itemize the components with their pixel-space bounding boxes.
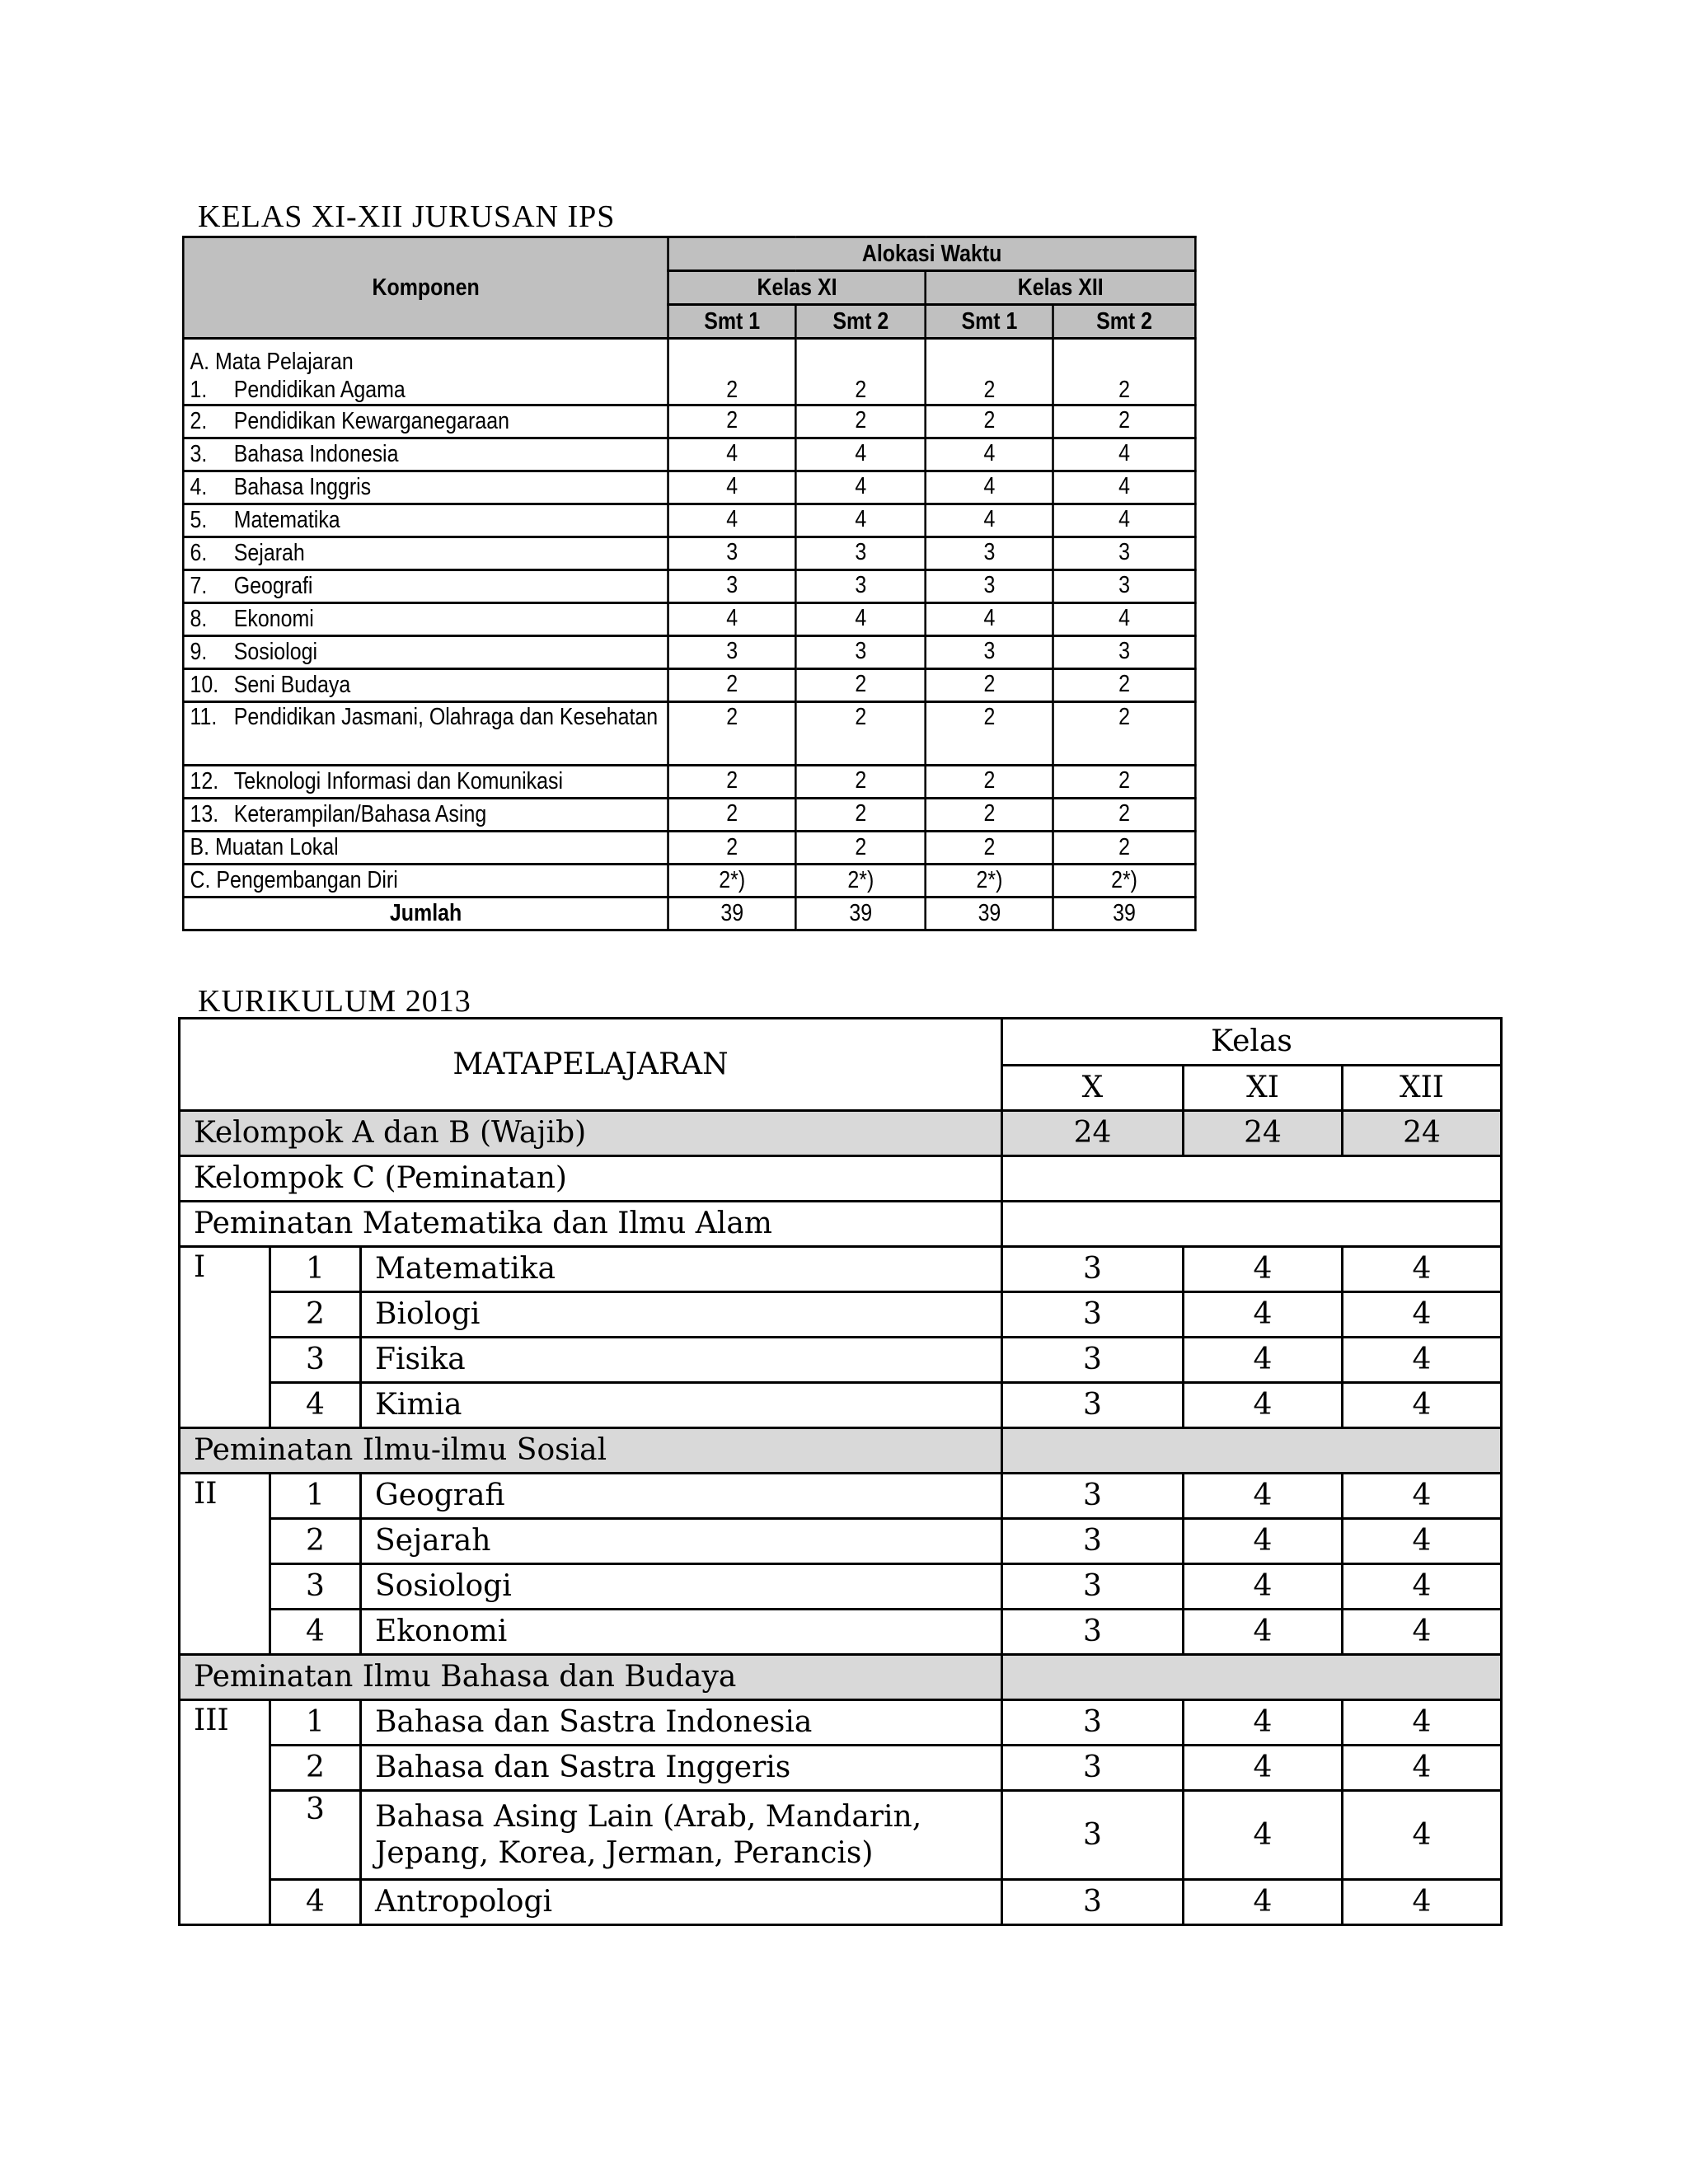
table-row [180, 1247, 1502, 1292]
value-cell: 4 [1184, 1880, 1343, 1925]
table-row [183, 636, 1195, 669]
header-semester: Smt 1 [926, 305, 1053, 339]
item-number: 4 [270, 1610, 361, 1655]
value-cell: 2 [1053, 766, 1196, 799]
row-label: Sejarah [233, 540, 305, 567]
value-cell: 4 [1184, 1474, 1343, 1519]
value-cell: 2 [668, 702, 796, 766]
value-cell: 2 [1053, 702, 1196, 766]
component-cell [183, 537, 668, 570]
row-label: Bahasa Inggris [233, 474, 372, 501]
value-cell: 4 [926, 504, 1053, 537]
value-cell: 2 [668, 405, 796, 438]
empty-cell [1002, 1156, 1502, 1202]
item-name: Sejarah [361, 1519, 1002, 1564]
table-row [183, 471, 1195, 504]
value-cell: 2 [926, 799, 1053, 832]
header-kelas-xi: Kelas XI [668, 271, 926, 305]
item-number: 1 [270, 1247, 361, 1292]
value-cell: 3 [1002, 1746, 1184, 1791]
value-cell: 3 [1053, 570, 1196, 603]
component-cell [183, 603, 668, 636]
item-name: Ekonomi [361, 1610, 1002, 1655]
row-label: Teknologi Informasi dan Komunikasi [233, 768, 564, 795]
component-cell [183, 438, 668, 471]
value-cell: 2*) [796, 865, 926, 898]
component-cell [183, 504, 668, 537]
value-cell: 4 [1184, 1292, 1343, 1338]
value-cell: 39 [1053, 898, 1196, 930]
value-cell: 4 [1053, 603, 1196, 636]
row-label: Kelompok C (Peminatan) [180, 1156, 1002, 1202]
header-kelas-col: XII [1343, 1066, 1502, 1111]
value-cell: 3 [668, 570, 796, 603]
value-cell: 3 [1053, 636, 1196, 669]
value-cell: 3 [1002, 1564, 1184, 1610]
jumlah-row [183, 898, 1195, 930]
value-cell: 24 [1002, 1111, 1184, 1156]
value-cell: 2 [796, 766, 926, 799]
value-cell: 4 [926, 438, 1053, 471]
row-number: 3. [190, 441, 208, 468]
row-label: Pendidikan Jasmani, Olahraga dan Kesehatan [233, 704, 659, 730]
value-cell: 3 [1002, 1338, 1184, 1383]
value-cell: 2 [1053, 405, 1196, 438]
item-name: Geografi [361, 1474, 1002, 1519]
value-cell: 2 [796, 702, 926, 766]
row-number: 5. [190, 507, 208, 534]
value-cell: 4 [1343, 1338, 1502, 1383]
value-cell: 3 [1002, 1383, 1184, 1428]
value-cell: 2 [926, 766, 1053, 799]
value-cell: 39 [926, 898, 1053, 930]
header-komponen: Komponen [183, 237, 668, 339]
item-name: Bahasa Asing Lain (Arab, Mandarin, Jepang, Korea, Jerman, Perancis) [361, 1791, 1002, 1880]
value-cell: 2 [668, 832, 796, 865]
table-row [180, 1791, 1502, 1880]
header-alokasi-waktu: Alokasi Waktu [668, 237, 1195, 271]
value-cell: 4 [796, 504, 926, 537]
value-cell: 3 [926, 537, 1053, 570]
value-cell: 2 [796, 799, 926, 832]
table-row [180, 1474, 1502, 1519]
value-cell: 2 [926, 832, 1053, 865]
value-cell: 2 [668, 339, 796, 405]
row-label: Pendidikan Agama [233, 376, 406, 403]
row-label: C. Pengembangan Diri [183, 865, 668, 898]
group-title-row [180, 1428, 1502, 1474]
value-cell: 3 [796, 636, 926, 669]
table-row [183, 603, 1195, 636]
value-cell: 2 [796, 405, 926, 438]
row-number: 13. [190, 801, 219, 828]
component-cell [183, 471, 668, 504]
item-name: Biologi [361, 1292, 1002, 1338]
value-cell: 2 [796, 669, 926, 702]
table-row [180, 1564, 1502, 1610]
wajib-row [180, 1111, 1502, 1156]
value-cell: 3 [1002, 1880, 1184, 1925]
value-cell: 3 [1002, 1474, 1184, 1519]
group-title-row [180, 1655, 1502, 1700]
component-cell [183, 669, 668, 702]
value-cell: 3 [1002, 1700, 1184, 1746]
value-cell: 4 [1343, 1700, 1502, 1746]
value-cell: 4 [796, 603, 926, 636]
group-roman: III [180, 1700, 270, 1925]
value-cell: 3 [1002, 1610, 1184, 1655]
group-title-row [180, 1202, 1502, 1247]
row-label: Ekonomi [233, 606, 314, 633]
alokasi-waktu-table [182, 236, 1197, 931]
table-row [183, 570, 1195, 603]
row-number: 6. [190, 540, 208, 567]
table-row [183, 438, 1195, 471]
header-semester: Smt 2 [1053, 305, 1196, 339]
value-cell: 2 [1053, 339, 1196, 405]
item-number: 4 [270, 1383, 361, 1428]
row-number: 8. [190, 606, 208, 633]
table-row [180, 1746, 1502, 1791]
value-cell: 3 [796, 537, 926, 570]
value-cell: 4 [1343, 1791, 1502, 1880]
row-label: Seni Budaya [233, 672, 351, 699]
table-row [183, 537, 1195, 570]
value-cell: 3 [668, 636, 796, 669]
empty-cell [1002, 1202, 1502, 1247]
table-row [183, 405, 1195, 438]
item-name: Fisika [361, 1338, 1002, 1383]
value-cell: 4 [1184, 1564, 1343, 1610]
table-row [183, 504, 1195, 537]
value-cell: 2 [1053, 832, 1196, 865]
value-cell: 4 [1184, 1746, 1343, 1791]
item-name: Antropologi [361, 1880, 1002, 1925]
value-cell: 4 [926, 603, 1053, 636]
value-cell: 2 [796, 339, 926, 405]
table-row [183, 799, 1195, 832]
component-cell [183, 799, 668, 832]
value-cell: 4 [1053, 438, 1196, 471]
row-number: 4. [190, 474, 208, 501]
pengembangan-diri-row [183, 865, 1195, 898]
item-number: 1 [270, 1700, 361, 1746]
value-cell: 4 [1343, 1247, 1502, 1292]
value-cell: 3 [1002, 1292, 1184, 1338]
item-number: 1 [270, 1474, 361, 1519]
table-row [183, 702, 1195, 766]
component-cell [183, 702, 668, 766]
row-label: Sosiologi [233, 639, 317, 666]
value-cell: 4 [1343, 1746, 1502, 1791]
header-semester: Smt 2 [796, 305, 926, 339]
item-number: 2 [270, 1746, 361, 1791]
item-number: 3 [270, 1791, 361, 1880]
value-cell: 4 [1184, 1610, 1343, 1655]
value-cell: 4 [668, 471, 796, 504]
value-cell: 2 [668, 766, 796, 799]
header-kelas-col: XI [1184, 1066, 1343, 1111]
component-cell [183, 636, 668, 669]
value-cell: 3 [796, 570, 926, 603]
item-number: 3 [270, 1338, 361, 1383]
muatan-lokal-row [183, 832, 1195, 865]
value-cell: 4 [1343, 1383, 1502, 1428]
value-cell: 4 [1184, 1791, 1343, 1880]
component-cell [183, 339, 668, 405]
row-label: Bahasa Indonesia [233, 441, 399, 468]
table-row [180, 1292, 1502, 1338]
row-number: 12. [190, 768, 219, 795]
value-cell: 2 [1053, 799, 1196, 832]
value-cell: 4 [1053, 504, 1196, 537]
table-row [180, 1338, 1502, 1383]
value-cell: 2 [926, 669, 1053, 702]
value-cell: 3 [1002, 1791, 1184, 1880]
item-name: Bahasa dan Sastra Indonesia [361, 1700, 1002, 1746]
table-row [183, 669, 1195, 702]
row-number: 10. [190, 672, 219, 699]
row-number: 1. [190, 376, 208, 403]
value-cell: 2 [668, 799, 796, 832]
item-number: 3 [270, 1564, 361, 1610]
value-cell: 4 [1343, 1610, 1502, 1655]
row-label: Keterampilan/Bahasa Asing [233, 801, 487, 828]
item-name: Matematika [361, 1247, 1002, 1292]
value-cell: 2 [668, 669, 796, 702]
value-cell: 4 [1184, 1700, 1343, 1746]
value-cell: 3 [1002, 1247, 1184, 1292]
value-cell: 2*) [926, 865, 1053, 898]
value-cell: 4 [1184, 1338, 1343, 1383]
component-cell [183, 766, 668, 799]
value-cell: 4 [1184, 1383, 1343, 1428]
value-cell: 39 [796, 898, 926, 930]
item-name: Bahasa dan Sastra Inggeris [361, 1746, 1002, 1791]
group-a-label: A. Mata Pelajaran [190, 348, 354, 375]
group-title: Peminatan Matematika dan Ilmu Alam [180, 1202, 1002, 1247]
row-label: Matematika [233, 507, 340, 534]
table-row [180, 1700, 1502, 1746]
row-number: 2. [190, 408, 208, 435]
value-cell: 4 [1343, 1474, 1502, 1519]
row-number: 9. [190, 639, 208, 666]
table-row [180, 1610, 1502, 1655]
header-matapelajaran: MATAPELAJARAN [180, 1019, 1002, 1111]
kurikulum-2013-table [178, 1017, 1503, 1926]
value-cell: 2 [926, 702, 1053, 766]
value-cell: 2 [796, 832, 926, 865]
value-cell: 2 [1053, 669, 1196, 702]
value-cell: 2*) [1053, 865, 1196, 898]
header-kelas-col: X [1002, 1066, 1184, 1111]
value-cell: 3 [1053, 537, 1196, 570]
value-cell: 4 [1184, 1519, 1343, 1564]
component-cell [183, 405, 668, 438]
value-cell: 24 [1343, 1111, 1502, 1156]
item-name: Sosiologi [361, 1564, 1002, 1610]
value-cell: 4 [1184, 1247, 1343, 1292]
item-number: 2 [270, 1519, 361, 1564]
value-cell: 4 [668, 438, 796, 471]
value-cell: 3 [1002, 1519, 1184, 1564]
table-header-row [180, 1019, 1502, 1066]
empty-cell [1002, 1655, 1502, 1700]
table-row [180, 1519, 1502, 1564]
value-cell: 2 [926, 405, 1053, 438]
table-row [183, 766, 1195, 799]
component-cell [183, 570, 668, 603]
value-cell: 4 [796, 438, 926, 471]
table-row [183, 339, 1195, 405]
value-cell: 4 [668, 603, 796, 636]
value-cell: 39 [668, 898, 796, 930]
value-cell: 4 [1343, 1292, 1502, 1338]
group-roman: I [180, 1247, 270, 1428]
header-kelas-xii: Kelas XII [926, 271, 1195, 305]
table-row [180, 1383, 1502, 1428]
empty-cell [1002, 1428, 1502, 1474]
row-number: 11. [190, 704, 218, 730]
table-row [180, 1880, 1502, 1925]
value-cell: 4 [796, 471, 926, 504]
value-cell: 2 [926, 339, 1053, 405]
value-cell: 4 [1053, 471, 1196, 504]
value-cell: 4 [1343, 1564, 1502, 1610]
peminatan-row [180, 1156, 1502, 1202]
row-label: Jumlah [183, 898, 668, 930]
item-number: 2 [270, 1292, 361, 1338]
table-header-row [183, 237, 1195, 271]
value-cell: 4 [1343, 1519, 1502, 1564]
section2-title: KURIKULUM 2013 [198, 984, 471, 1019]
item-name: Kimia [361, 1383, 1002, 1428]
value-cell: 4 [926, 471, 1053, 504]
section1-title: KELAS XI-XII JURUSAN IPS [198, 199, 616, 234]
group-title: Peminatan Ilmu-ilmu Sosial [180, 1428, 1002, 1474]
value-cell: 3 [926, 570, 1053, 603]
row-number: 7. [190, 573, 208, 600]
header-semester: Smt 1 [668, 305, 796, 339]
header-kelas: Kelas [1002, 1019, 1502, 1066]
value-cell: 2*) [668, 865, 796, 898]
value-cell: 4 [1343, 1880, 1502, 1925]
group-roman: II [180, 1474, 270, 1655]
row-label: Geografi [233, 573, 313, 600]
value-cell: 3 [668, 537, 796, 570]
row-label: Kelompok A dan B (Wajib) [180, 1111, 1002, 1156]
group-title: Peminatan Ilmu Bahasa dan Budaya [180, 1655, 1002, 1700]
value-cell: 4 [668, 504, 796, 537]
value-cell: 3 [926, 636, 1053, 669]
row-label: Pendidikan Kewarganegaraan [233, 408, 509, 435]
row-label: B. Muatan Lokal [183, 832, 668, 865]
value-cell: 24 [1184, 1111, 1343, 1156]
item-number: 4 [270, 1880, 361, 1925]
